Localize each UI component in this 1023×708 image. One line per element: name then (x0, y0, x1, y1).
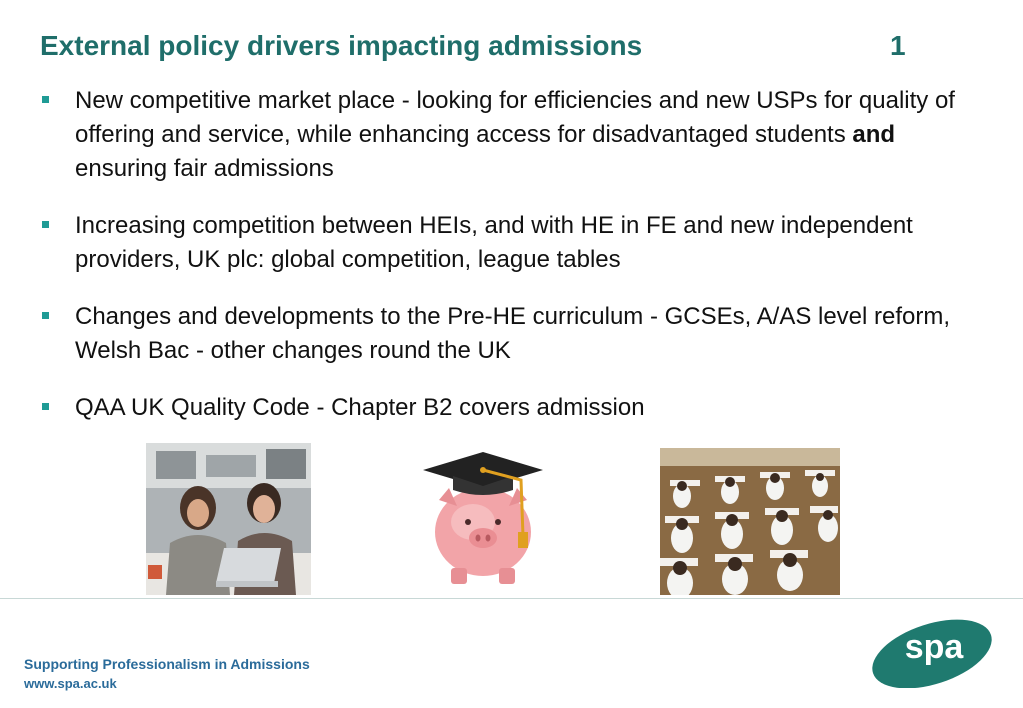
square-bullet-icon (42, 221, 49, 228)
footer-divider (0, 598, 1023, 599)
bullet-bold-text: and (852, 121, 896, 148)
bullet-item (40, 84, 980, 186)
bullet-item (40, 391, 980, 425)
slide-number: 1 (890, 30, 906, 61)
piggy-bank-graduation-cap-image (413, 450, 553, 590)
square-bullet-icon (42, 403, 49, 410)
bullet-text: Increasing competition between HEIs, and with HE in FE and new independent providers, UK plc: global competition, league tables (75, 212, 913, 273)
bullet-list (40, 84, 980, 448)
bullet-text: New competitive market place - looking for efficiencies and new USPs for quality of offering and service, while enhancing access for disadvantaged students (75, 87, 955, 148)
bullet-text-after: ensuring fair admissions (75, 155, 334, 182)
bullet-item (40, 300, 980, 368)
exam-hall-photo (660, 448, 840, 595)
students-with-laptop-photo (146, 443, 311, 595)
footer-organisation-name: Supporting Professionalism in Admissions (24, 656, 310, 672)
logo-text: spa (904, 628, 964, 666)
bullet-text: Changes and developments to the Pre-HE curriculum - GCSEs, A/AS level reform, Welsh Bac - other changes round the UK (75, 303, 951, 364)
footer-website[interactable]: www.spa.ac.uk (24, 676, 117, 691)
square-bullet-icon (42, 312, 49, 319)
bullet-text: QAA UK Quality Code - Chapter B2 covers admission (75, 394, 645, 421)
slide-title: External policy drivers impacting admissions (40, 30, 643, 61)
bullet-item (40, 209, 980, 277)
spa-logo (868, 614, 996, 688)
square-bullet-icon (42, 96, 49, 103)
